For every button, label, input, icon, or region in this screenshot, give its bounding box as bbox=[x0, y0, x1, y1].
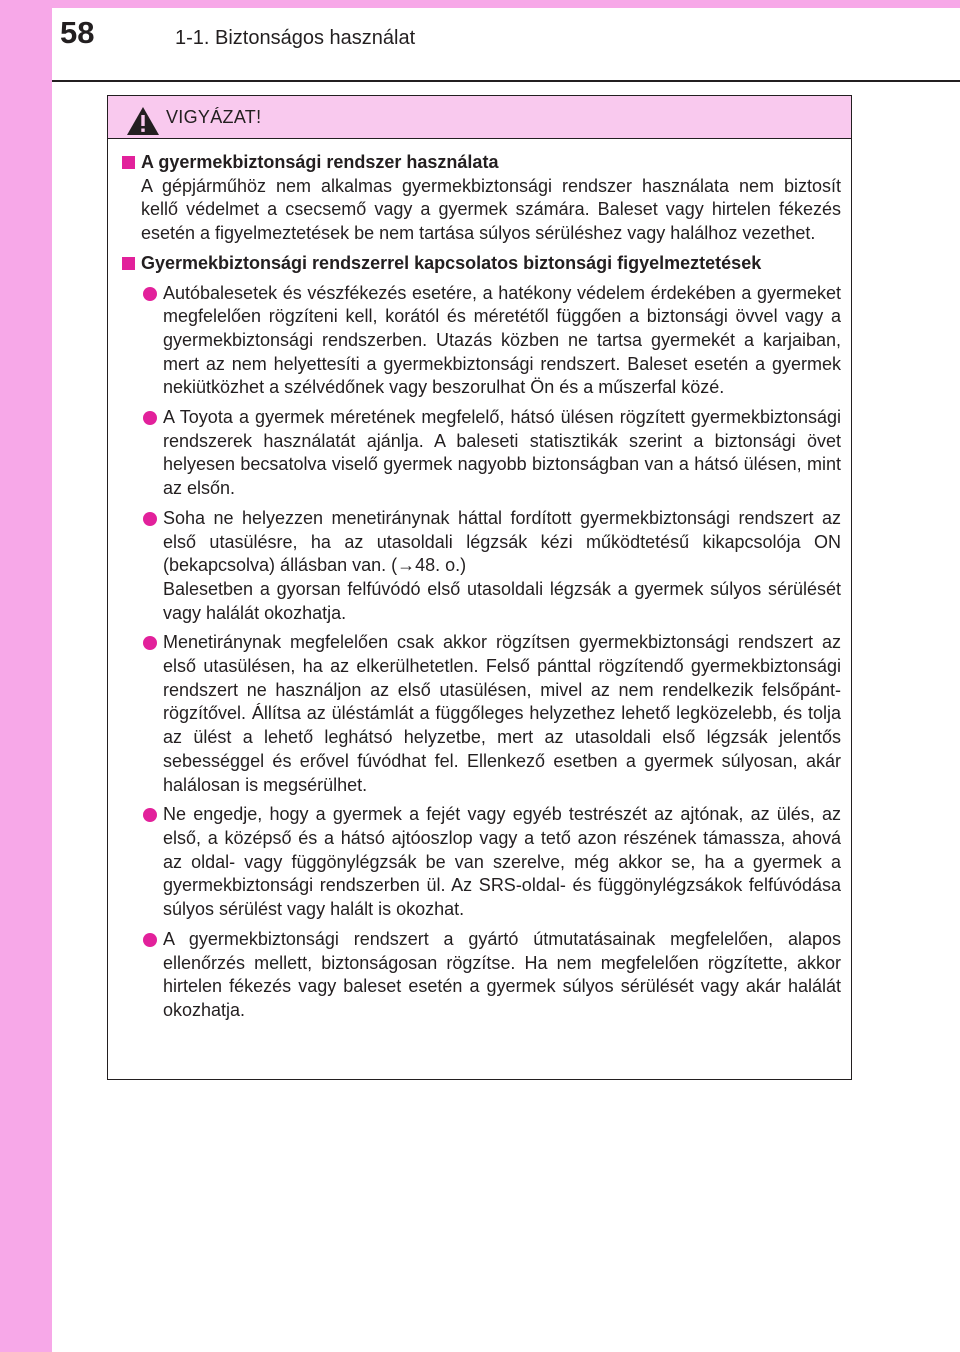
list-item bbox=[141, 803, 841, 922]
side-tab-bar bbox=[0, 0, 52, 1352]
list-item-text: A gyermekbiztonsági rendszert a gyártó útmutatásainak megfelelően, alapos ellenőrzés mellett, biztonságosan rögzítse. Ha nem megfelelően rögzítette, akkor hirtelen fékezés vagy baleset esetén a gyermek súlyos sérülését vagy akár halálát okozhatja. bbox=[163, 928, 841, 1020]
square-bullet-icon bbox=[122, 257, 135, 270]
list-item bbox=[141, 282, 841, 401]
warning-body bbox=[108, 139, 851, 1023]
subsection-child-seat-precautions bbox=[122, 252, 841, 1023]
list-item bbox=[141, 631, 841, 797]
list-item-text: A Toyota a gyermek méretének megfelelő, hátsó ülésen rögzített gyermekbiztonsági rendszerek használatát ajánlja. A baleseti statisztikák szerint a biztonsági övet helyesen becsatolva viselő gyermek nagyobb biztonságban van a hátsó ülésen, mint az elsőn. bbox=[163, 407, 841, 499]
round-bullet-icon bbox=[143, 636, 157, 650]
list-item-text: Soha ne helyezzen menetiránynak háttal fordított gyermekbiztonsági rendszert az első utasülésre, ha az utasoldali légzsák kézi működtetésű kikapcsolója ON (bekapcsolva) állásban van. (→48. o.) bbox=[163, 507, 841, 576]
round-bullet-icon bbox=[143, 512, 157, 526]
round-bullet-icon bbox=[143, 933, 157, 947]
warning-triangle-icon bbox=[126, 106, 160, 136]
page-number: 58 bbox=[60, 15, 95, 50]
top-color-band bbox=[52, 0, 960, 8]
warning-box bbox=[107, 95, 852, 1080]
warning-header bbox=[108, 96, 851, 139]
warning-title: VIGYÁZAT! bbox=[166, 107, 262, 127]
list-item-text: Menetiránynak megfelelően csak akkor rögzítsen gyermekbiztonsági rendszert az első utasülésen, ha az elkerülhetetlen. Felső pánttal rögzítendő gyermekbiztonsági rendszert ne használjon az első utasülésen, mivel az nem rendelkezik felsőpánt-rögzítővel. Állítsa az üléstámlát a függőleges helyzethez lehető legközelebb, és tolja az ülést a lehető leghátsó helyzetbe, mert az utasoldali első légzsák jelentős sebességgel és erővel fúvódhat fel. Ellenkező esetben a gyermek súlyosan, akár halálosan is megsérülhet. bbox=[163, 632, 841, 795]
subsection-text: A gépjárműhöz nem alkalmas gyermekbiztonsági rendszer használata nem biztosít kellő védelmet a csecsemő vagy a gyermek számára. Baleset vagy hirtelen fékezés esetén a figyelmeztetések be nem tartása súlyos sérüléshez vagy halálhoz vezethet. bbox=[141, 175, 841, 244]
subsection-heading: A gyermekbiztonsági rendszer használata bbox=[141, 152, 499, 172]
round-bullet-icon bbox=[143, 808, 157, 822]
list-item-continuation: Balesetben a gyorsan felfúvódó első utasoldali légzsák a gyermek súlyos sérülését vagy halálát okozhatja. bbox=[163, 578, 841, 623]
section-title: 1-1. Biztonságos használat bbox=[175, 27, 416, 49]
subsection-child-seat-use bbox=[122, 151, 841, 246]
list-item bbox=[141, 507, 841, 626]
list-item-text: Autóbalesetek és vészfékezés esetére, a hatékony védelem érdekében a gyermeket megfelelően rögzíteni kell, korától és méretétől függően a biztonsági övvel vagy a gyermekbiztonsági rendszerben. Utazás közben ne tartsa gyermekét a karjaiban, mert az nem helyettesíti a gyermekbiztonsági rendszert. Baleset esetén a gyermek nekiütközhet a szélvédőnek vagy beszorulhat Ön és a műszerfal közé. bbox=[163, 282, 841, 398]
list-item bbox=[141, 928, 841, 1023]
round-bullet-icon bbox=[143, 287, 157, 301]
list-item bbox=[141, 406, 841, 501]
subsection-heading: Gyermekbiztonsági rendszerrel kapcsolatos biztonsági figyelmeztetések bbox=[141, 252, 762, 273]
square-bullet-icon bbox=[122, 156, 135, 169]
list-item-text: Ne engedje, hogy a gyermek a fejét vagy egyéb testrészét az ajtónak, az ülés, az első, a középső és a hátsó ajtóoszlop vagy a tető azon részének támassza, ahová az oldal- vagy függönylégzsák be van szerelve, még akkor se, ha a gyermek a gyermekbiztonsági rendszerben ül. Az SRS-oldal- és függönylégzsákok felfúvódása súlyos sérülést vagy halált is okozhat. bbox=[163, 804, 841, 920]
round-bullet-icon bbox=[143, 411, 157, 425]
header-rule bbox=[52, 80, 960, 82]
